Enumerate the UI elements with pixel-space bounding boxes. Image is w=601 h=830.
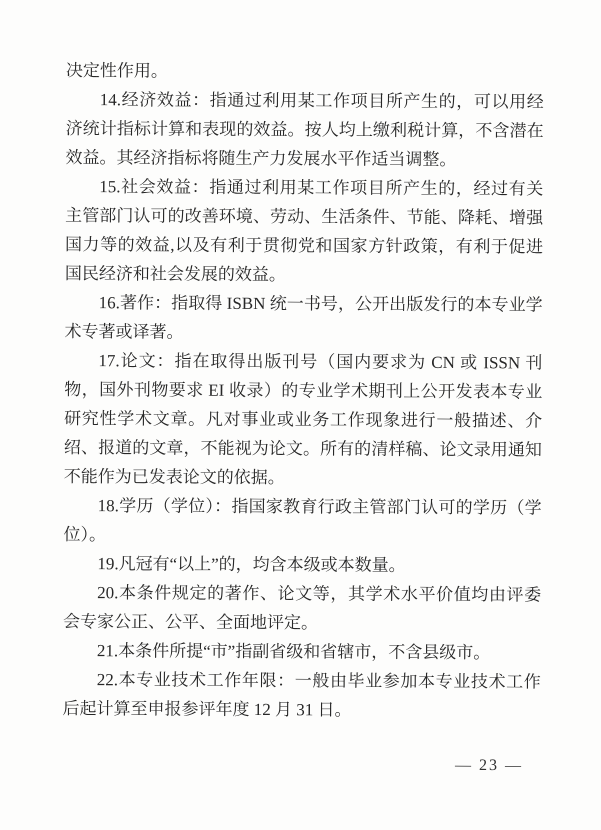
page-number: — 23 — <box>454 756 524 775</box>
paragraph-item-20-evaluation: 20.本条件规定的著作、论文等，其学术水平价值均由评委会专家公正、公平、全面地评定。 <box>62 583 542 633</box>
paragraph-item-15-social-benefit: 15.社会效益：指通过利用某工作项目所产生的，经过有关主管部门认可的改善环境、劳动、生活条件、节能、降耗、增强国力等的效益,以及有利于贯彻党和国家方针政策，有利于促进国民经济和社会发展的效益。 <box>64 177 544 285</box>
paragraph-item-17-thesis: 17.论文：指在取得出版刊号（国内要求为 CN 或 ISSN 刊物，国外刊物要求 EI 收录）的专业学术期刊上公开发表本专业研究性学术文章。凡对事业或业务工作现象进行一般描述、介绍、报道的文章，不能视为论文。所有的清样稿、论文录用通知不能作为已发表论文的依据。 <box>63 351 543 488</box>
paragraph-item-21-city-definition: 21.本条件所提“市”指副省级和省辖市，不含县级市。 <box>96 641 491 663</box>
paragraph-continuation: 决定性作用。 <box>65 60 168 81</box>
paragraph-item-19-above-level: 19.凡冠有“以上”的，均含本级或本数量。 <box>97 554 406 575</box>
paragraph-item-16-monograph: 16.著作：指取得 ISBN 统一书号，公开出版发行的本专业学术专著或译著。 <box>64 293 543 342</box>
paragraph-item-14-economic-benefit: 14.经济效益：指通过利用某工作项目所产生的，可以用经济统计指标计算和表现的效益。按人均上缴利税计算，不含潜在效益。其经济指标将随生产力发展水平作适当调整。 <box>65 90 544 170</box>
paragraph-item-18-education: 18.学历（学位）：指国家教育行政主管部门认可的学历（学位）。 <box>63 496 542 545</box>
document-body <box>63 56 544 725</box>
paragraph-item-22-work-years: 22.本专业技术工作年限：一般由毕业参加本专业技术工作后起计算至申报参评年度 12 月 31 日。 <box>62 670 541 720</box>
